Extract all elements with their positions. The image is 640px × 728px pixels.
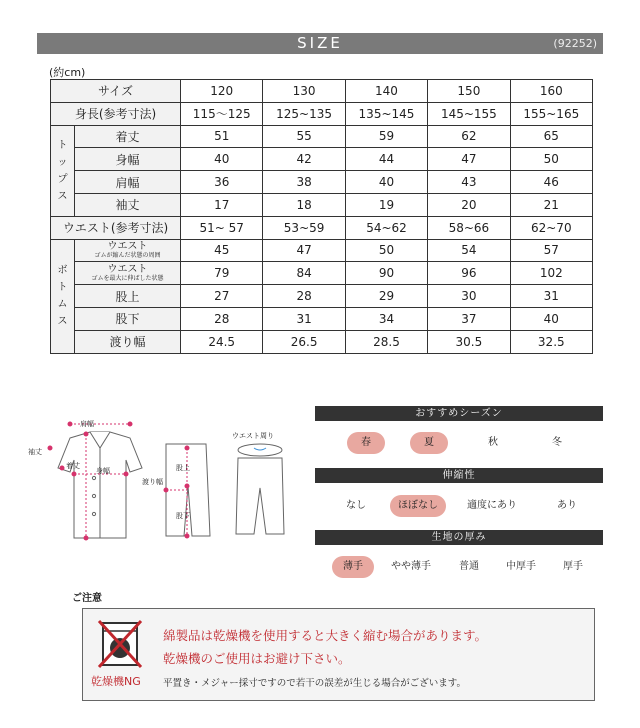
stretch-option: ほぼなし: [390, 495, 446, 517]
table-cell: 37: [428, 307, 510, 330]
size-header: [37, 33, 603, 54]
thickness-option: 普通: [459, 561, 479, 572]
table-cell: 40: [181, 148, 263, 171]
table-cell: 17: [181, 193, 263, 216]
table-cell: 84: [263, 262, 345, 285]
row-label: [75, 262, 181, 285]
table-cell: 30: [428, 285, 510, 308]
table-cell: 43: [428, 171, 510, 194]
stretch-title: 伸縮性: [315, 468, 603, 483]
table-row: [51, 125, 593, 148]
table-cell: 55: [263, 125, 345, 148]
season-option: 春: [347, 432, 385, 454]
table-cell: 24.5: [181, 330, 263, 353]
tops-group-text: トップス: [57, 139, 68, 202]
thickness-title: 生地の厚み: [315, 530, 603, 545]
table-cell: 54: [428, 239, 510, 262]
table-cell: 47: [263, 239, 345, 262]
note-box: [82, 608, 595, 701]
pants-illustration: [166, 444, 210, 536]
table-cell: 32.5: [510, 330, 592, 353]
katahaba-label: 肩幅: [80, 420, 94, 428]
table-cell: 59: [345, 125, 427, 148]
row-label: 着丈: [75, 125, 181, 148]
row-label: 渡り幅: [75, 330, 181, 353]
note-line-1: 綿製品は乾燥機を使用すると大きく縮む場合があります。: [163, 628, 488, 643]
table-cell: 38: [263, 171, 345, 194]
season-title: おすすめシーズン: [315, 406, 603, 421]
table-cell: 40: [510, 307, 592, 330]
bottoms-group-label: [51, 239, 75, 353]
season-option: 冬: [552, 437, 562, 448]
row-label-sub: ゴムが縮んだ状態の周囲: [94, 251, 161, 259]
table-cell: 50: [510, 148, 592, 171]
note-line-3: 平置き・メジャー採寸ですので若干の誤差が生じる場合がございます。: [163, 678, 467, 689]
table-cell: 65: [510, 125, 592, 148]
pants-back-illustration: [236, 444, 284, 534]
bottoms-group-text: ボトムス: [57, 265, 68, 328]
stretch-option: 適度にあり: [467, 500, 517, 511]
size-title: SIZE: [297, 34, 343, 52]
row-label: [75, 239, 181, 262]
mihaba-label: 身幅: [96, 467, 110, 475]
waist-label: ウエスト(参考寸法): [51, 216, 181, 239]
size-cell: 150: [428, 80, 510, 103]
table-row: [51, 193, 593, 216]
table-cell: 155~165: [510, 102, 592, 125]
table-cell: 36: [181, 171, 263, 194]
table-row: [51, 330, 593, 353]
table-row: [51, 307, 593, 330]
thickness-option: 中厚手: [506, 561, 536, 572]
table-cell: 51~ 57: [181, 216, 263, 239]
table-cell: 26.5: [263, 330, 345, 353]
note-title: ご注意: [72, 593, 102, 604]
table-cell: 50: [345, 239, 427, 262]
table-cell: 51: [181, 125, 263, 148]
row-label: 袖丈: [75, 193, 181, 216]
table-cell: 31: [263, 307, 345, 330]
table-row: [51, 239, 593, 262]
garment-diagram: [28, 418, 308, 548]
row-label: 股上: [75, 285, 181, 308]
size-cell: 160: [510, 80, 592, 103]
table-cell: 28: [263, 285, 345, 308]
size-label: サイズ: [51, 80, 181, 103]
no-dryer-icon: [97, 619, 143, 669]
table-cell: 21: [510, 193, 592, 216]
table-row: [51, 102, 593, 125]
table-cell: 57: [510, 239, 592, 262]
season-option: 夏: [410, 432, 448, 454]
thickness-option: 厚手: [563, 561, 583, 572]
table-cell: 34: [345, 307, 427, 330]
shirt-illustration: [58, 432, 142, 538]
table-cell: 46: [510, 171, 592, 194]
table-row: [51, 262, 593, 285]
table-cell: 79: [181, 262, 263, 285]
height-label: 身長(参考寸法): [51, 102, 181, 125]
table-row: [51, 80, 593, 103]
row-label: 肩幅: [75, 171, 181, 194]
table-cell: 62: [428, 125, 510, 148]
table-cell: 30.5: [428, 330, 510, 353]
tops-group-label: [51, 125, 75, 216]
waist-around-label: ウエスト周り: [232, 432, 274, 440]
row-label-main: ウエスト: [107, 240, 148, 252]
stretch-option: あり: [557, 500, 577, 511]
table-cell: 28.5: [345, 330, 427, 353]
table-cell: 40: [345, 171, 427, 194]
table-cell: 96: [428, 262, 510, 285]
row-label-main: ウエスト: [107, 263, 148, 275]
row-label-sub: ゴムを最大に伸ばした状態: [91, 274, 164, 282]
table-cell: 42: [263, 148, 345, 171]
table-cell: 19: [345, 193, 427, 216]
table-cell: 20: [428, 193, 510, 216]
stretch-option: なし: [346, 500, 366, 511]
matagami-label: 股上: [176, 464, 190, 472]
table-cell: 145~155: [428, 102, 510, 125]
size-cell: 120: [181, 80, 263, 103]
unit-label: (約cm): [49, 66, 86, 79]
table-cell: 47: [428, 148, 510, 171]
table-cell: 28: [181, 307, 263, 330]
table-cell: 125~135: [263, 102, 345, 125]
table-cell: 31: [510, 285, 592, 308]
size-table: [50, 79, 593, 354]
table-cell: 62~70: [510, 216, 592, 239]
note-line-2: 乾燥機のご使用はお避け下さい。: [163, 651, 351, 666]
table-cell: 90: [345, 262, 427, 285]
table-row: [51, 285, 593, 308]
no-dryer-label: 乾燥機NG: [91, 675, 141, 688]
table-cell: 54~62: [345, 216, 427, 239]
table-cell: 102: [510, 262, 592, 285]
sodetake-label: 袖丈: [28, 448, 42, 456]
matashita-label: 股下: [176, 512, 190, 520]
table-row: [51, 148, 593, 171]
season-option: 秋: [488, 437, 498, 448]
table-cell: 135~145: [345, 102, 427, 125]
table-row: [51, 171, 593, 194]
table-cell: 45: [181, 239, 263, 262]
table-cell: 44: [345, 148, 427, 171]
table-row: [51, 216, 593, 239]
thickness-option: 薄手: [332, 556, 374, 578]
table-cell: 58~66: [428, 216, 510, 239]
table-cell: 18: [263, 193, 345, 216]
thickness-option: やや薄手: [391, 561, 431, 572]
row-label: 股下: [75, 307, 181, 330]
table-cell: 53~59: [263, 216, 345, 239]
watarihaba-label: 渡り幅: [142, 478, 163, 486]
kitake-label: 着丈: [66, 462, 80, 470]
table-cell: 27: [181, 285, 263, 308]
row-label: 身幅: [75, 148, 181, 171]
size-cell: 140: [345, 80, 427, 103]
size-cell: 130: [263, 80, 345, 103]
table-cell: 29: [345, 285, 427, 308]
table-cell: 115〜125: [181, 102, 263, 125]
product-code: (92252): [553, 37, 597, 50]
